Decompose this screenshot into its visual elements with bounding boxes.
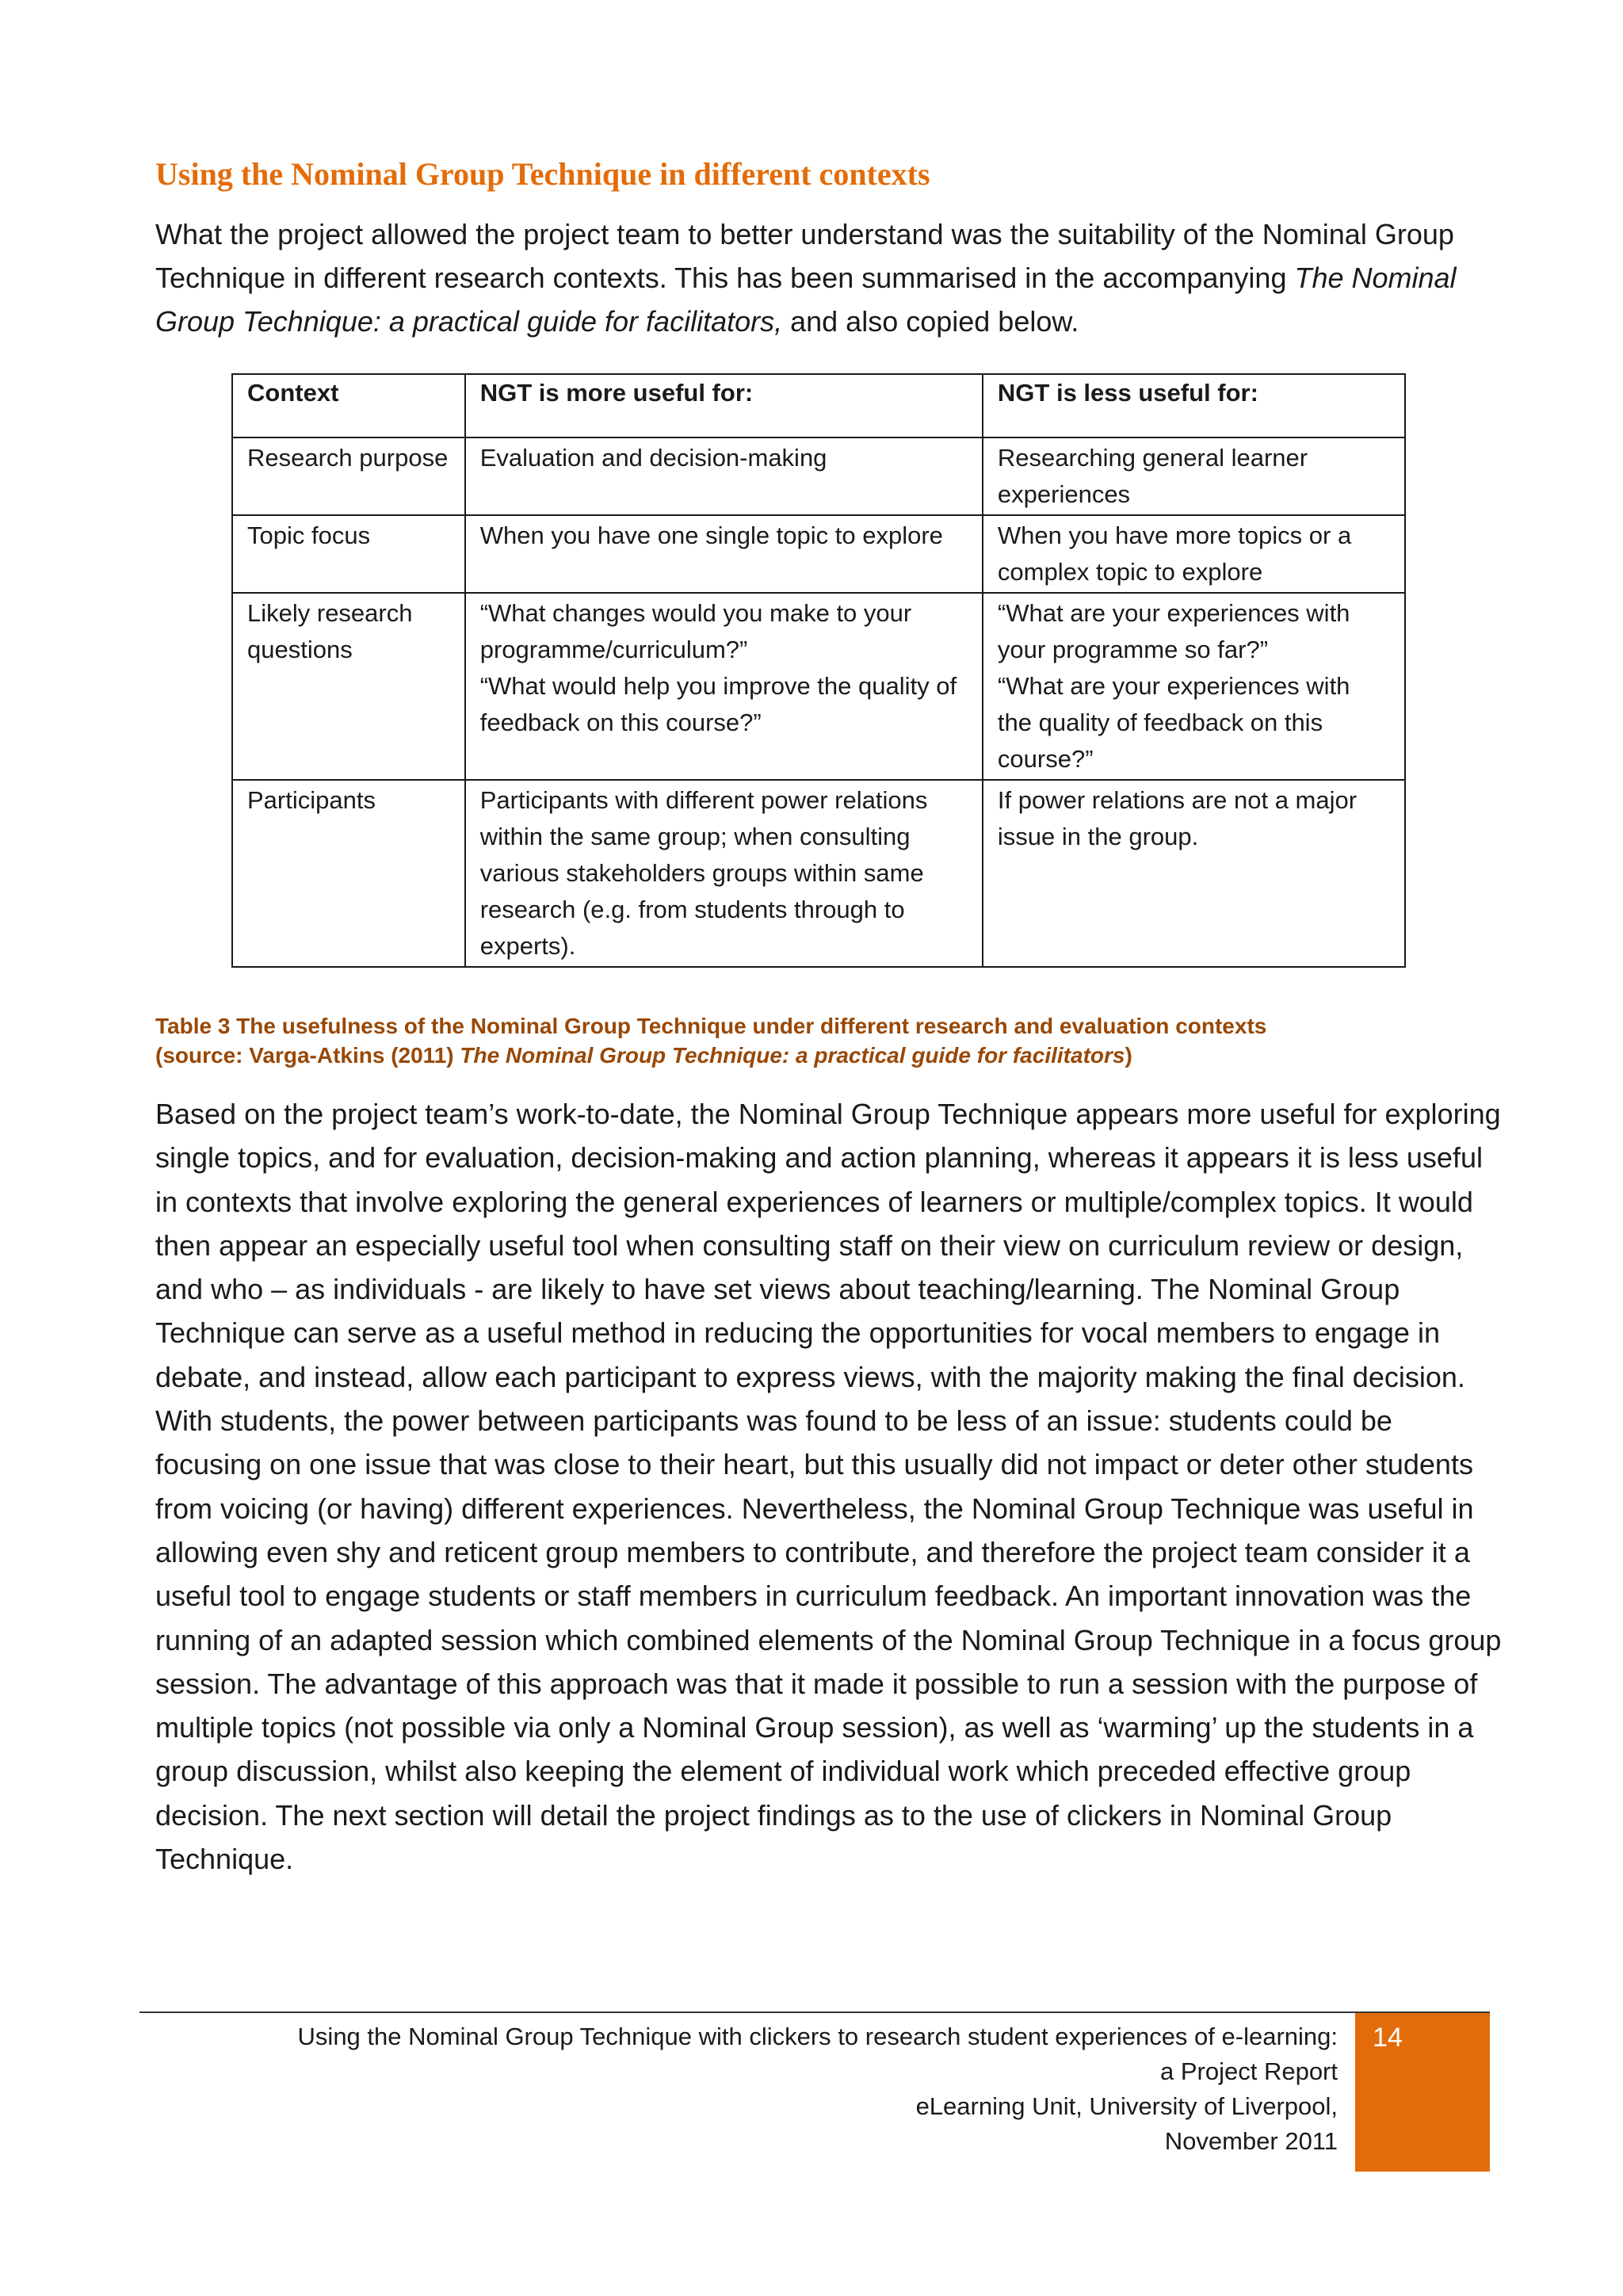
- intro-text-part2: and also copied below.: [782, 305, 1079, 338]
- table-row: [232, 515, 1405, 593]
- body-paragraph: Based on the project team’s work-to-date, the Nominal Group Technique appears more useful for exploring single topics, and for evaluation, decision-making and action planning, whereas it appears it is less useful in contexts that involve exploring the general experiences of learners or multiple/complex topics. It would then appear an especially useful tool when consulting staff on their view on curriculum review or design, and who – as individuals - are likely to have set views about teaching/learning. The Nominal Group Technique can serve as a useful method in reducing the opportunities for vocal members to engage in debate, and instead, allow each participant to express views, with the majority making the final decision. With students, the power between participants was found to be less of an issue: students could be focusing on one issue that was close to their heart, but this usually did not impact or deter other students from voicing (or having) different experiences. Nevertheless, the Nominal Group Technique was useful in allowing even shy and reticent group members to contribute, and therefore the project team consider it a useful tool to engage students or staff members in curriculum feedback. An important innovation was the running of an adapted session which combined elements of the Nominal Group Technique in a focus group session. The advantage of this approach was that it made it possible to run a session with the purpose of multiple topics (not possible via only a Nominal Group session), as well as ‘warming’ up the students in a group discussion, whilst also keeping the element of individual work which preceded effective group decision. The next section will detail the project findings as to the use of clickers in Nominal Group Technique.: [155, 1098, 1502, 1876]
- caption-source-prefix: (source: Varga-Atkins (2011): [155, 1043, 460, 1068]
- table-row: [232, 437, 1405, 515]
- caption-line1: Table 3 The usefulness of the Nominal Group Technique under different research and evaluation contexts: [155, 1014, 1267, 1038]
- footer-text: [149, 2019, 1338, 2159]
- cell-less-useful: Researching general learner experiences: [983, 437, 1405, 515]
- cell-more-useful: When you have one single topic to explore: [465, 515, 983, 593]
- page-number-box: [1355, 2013, 1490, 2172]
- caption-source-suffix: ): [1125, 1043, 1132, 1068]
- question-text: “What are your experiences with the quality of feedback on this course?”: [997, 672, 1350, 773]
- table-caption: [155, 1011, 1503, 1070]
- question-text: “What are your experiences with your programme so far?”: [997, 599, 1350, 663]
- table-row: [232, 593, 1405, 780]
- intro-guide-title: The Nominal Group Technique: a practical guide for facilitators,: [155, 262, 1457, 338]
- usefulness-table: [231, 373, 1406, 968]
- cell-more-useful: Participants with different power relations within the same group; when consulting various stakeholders groups within same research (e.g. from students through to experts).: [465, 780, 983, 967]
- cell-more-useful: Evaluation and decision-making: [465, 437, 983, 515]
- intro-text-part1: What the project allowed the project team to better understand was the suitability of the Nominal Group Technique in different research contexts. This has been summarised in the accompanying: [155, 218, 1454, 294]
- footer-divider: [139, 2011, 1490, 2013]
- footer-date: November 2011: [1164, 2127, 1338, 2155]
- cell-context: Participants: [232, 780, 465, 967]
- intro-paragraph: [155, 212, 1487, 343]
- cell-less-useful: [983, 593, 1405, 780]
- footer-report-subtitle: a Project Report: [1160, 2057, 1338, 2085]
- page-number: 14: [1373, 2023, 1403, 2053]
- cell-less-useful: If power relations are not a major issue in the group.: [983, 780, 1405, 967]
- table-header-row: [232, 374, 1405, 437]
- section-heading: Using the Nominal Group Technique in different contexts: [155, 156, 930, 192]
- cell-less-useful: When you have more topics or a complex topic to explore: [983, 515, 1405, 593]
- header-less-useful: NGT is less useful for:: [983, 374, 1405, 437]
- footer-report-title: Using the Nominal Group Technique with clickers to research student experiences of e-learning:: [297, 2023, 1338, 2050]
- footer-organisation: eLearning Unit, University of Liverpool,: [915, 2092, 1338, 2120]
- table-row: [232, 780, 1405, 967]
- caption-source-title: The Nominal Group Technique: a practical guide for facilitators: [460, 1043, 1125, 1068]
- cell-more-useful: [465, 593, 983, 780]
- cell-context: Research purpose: [232, 437, 465, 515]
- cell-context: Topic focus: [232, 515, 465, 593]
- cell-context: Likely research questions: [232, 593, 465, 780]
- question-text: “What would help you improve the quality of feedback on this course?”: [479, 672, 957, 736]
- header-context: Context: [232, 374, 465, 437]
- question-text: “What changes would you make to your programme/curriculum?”: [479, 599, 912, 663]
- header-more-useful: NGT is more useful for:: [465, 374, 983, 437]
